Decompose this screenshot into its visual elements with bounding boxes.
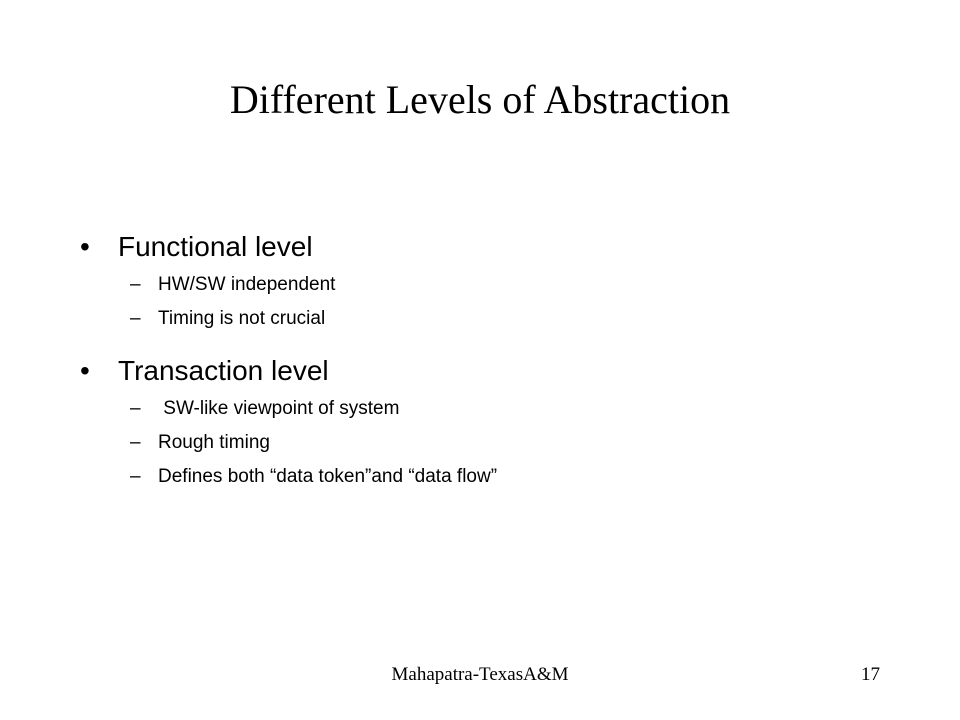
section-transaction-level: [80, 350, 880, 494]
sub-bullet-text: Rough timing: [158, 432, 270, 453]
sub-bullet-text: Timing is not crucial: [158, 308, 326, 329]
sub-bullet-item: [130, 460, 880, 494]
sub-bullet-item: [130, 392, 880, 426]
bullet-list: [80, 226, 880, 494]
sub-bullet-item: [130, 268, 880, 302]
section-functional-level: [80, 226, 880, 336]
sub-bullet-text: SW-like viewpoint of system: [158, 398, 400, 419]
footer-text: Mahapatra-TexasA&M: [391, 664, 569, 685]
sub-bullet-text: HW/SW independent: [158, 274, 336, 295]
dash-marker: –: [130, 432, 141, 453]
bullet-marker: •: [80, 231, 90, 262]
slide-title: Different Levels of Abstraction: [229, 77, 731, 122]
sub-bullet-item: [130, 302, 880, 336]
page-number: 17: [861, 664, 880, 685]
sub-bullet-item: [130, 426, 880, 460]
dash-marker: –: [130, 466, 141, 487]
bullet-marker: •: [80, 355, 90, 386]
sub-bullet-text: Defines both “data token”and “data flow”: [158, 466, 498, 487]
bullet-heading: Functional level: [118, 231, 313, 262]
dash-marker: –: [130, 308, 141, 329]
bullet-item: [80, 226, 880, 268]
bullet-item: [80, 350, 880, 392]
bullet-heading: Transaction level: [118, 355, 329, 386]
dash-marker: –: [130, 398, 141, 419]
dash-marker: –: [130, 274, 141, 295]
